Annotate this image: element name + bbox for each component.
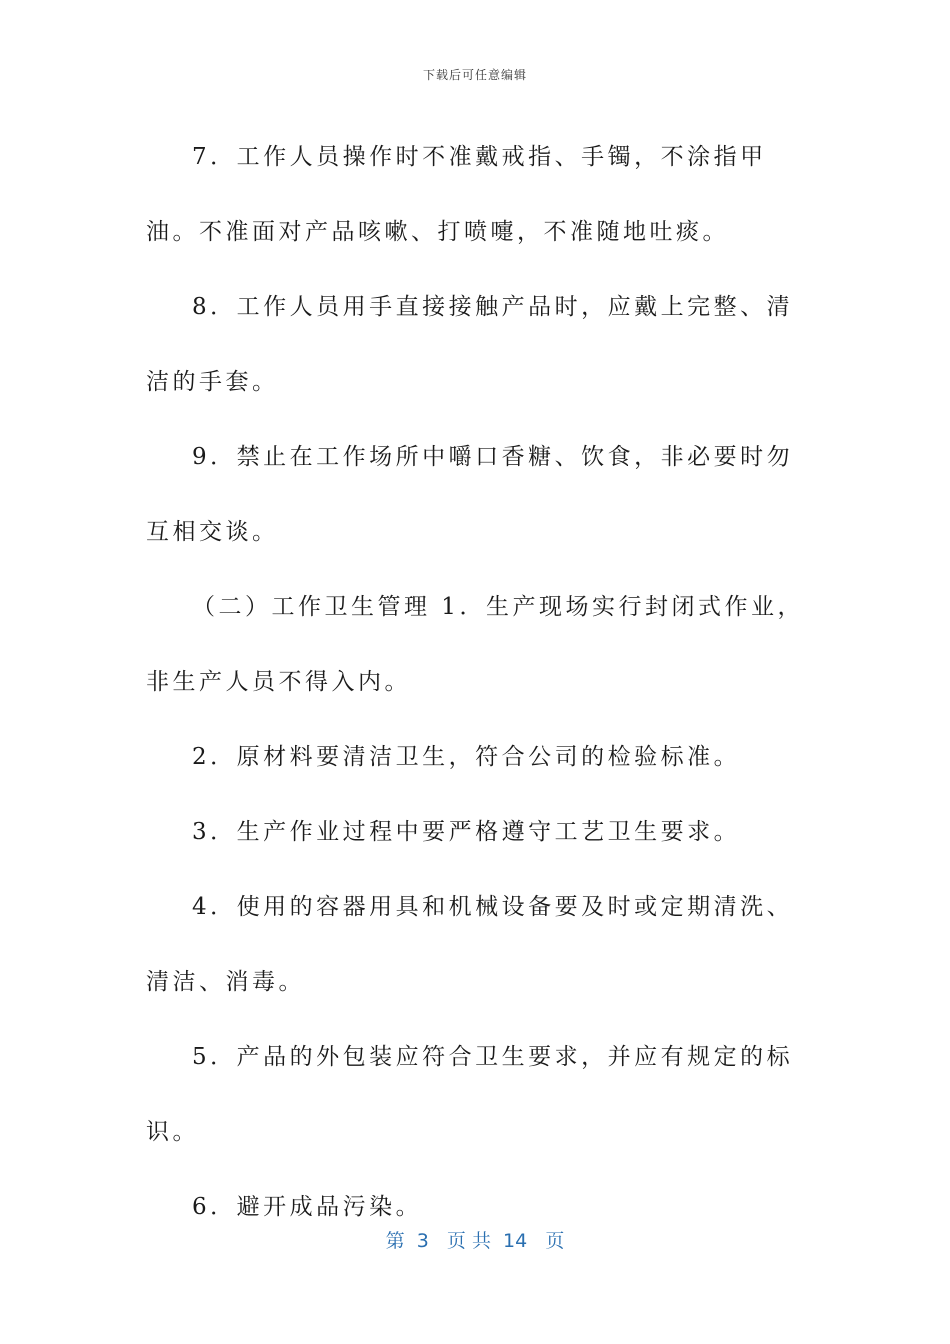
paragraph-item-7: 7．工作人员操作时不准戴戒指、手镯，不涂指甲油。不准面对产品咳嗽、打喷嚏，不准随地吐痰。	[146, 144, 767, 245]
paragraph-item-2: 2．原材料要清洁卫生，符合公司的检验标准。	[192, 744, 741, 770]
paragraph-item-9: 9．禁止在工作场所中嚼口香糖、饮食，非必要时勿互相交谈。	[146, 444, 794, 545]
page-header: 下载后可任意编辑	[422, 68, 527, 82]
section-heading-work-hygiene: （二）工作卫生管理 1．生产现场实行封闭式作业，非生产人员不得入内。	[146, 594, 804, 695]
page-number-footer: 第 3 页 共 14 页	[385, 1230, 565, 1252]
paragraph-item-4: 4．使用的容器用具和机械设备要及时或定期清洗、清洁、消毒。	[146, 894, 794, 995]
paragraph-item-8: 8．工作人员用手直接接触产品时，应戴上完整、清洁的手套。	[146, 294, 794, 395]
document-body	[146, 120, 806, 1245]
paragraph-item-6: 6．避开成品污染。	[192, 1194, 423, 1220]
paragraph-item-5: 5．产品的外包装应符合卫生要求，并应有规定的标识。	[146, 1044, 794, 1145]
paragraph-item-3: 3．生产作业过程中要严格遵守工艺卫生要求。	[192, 819, 741, 845]
